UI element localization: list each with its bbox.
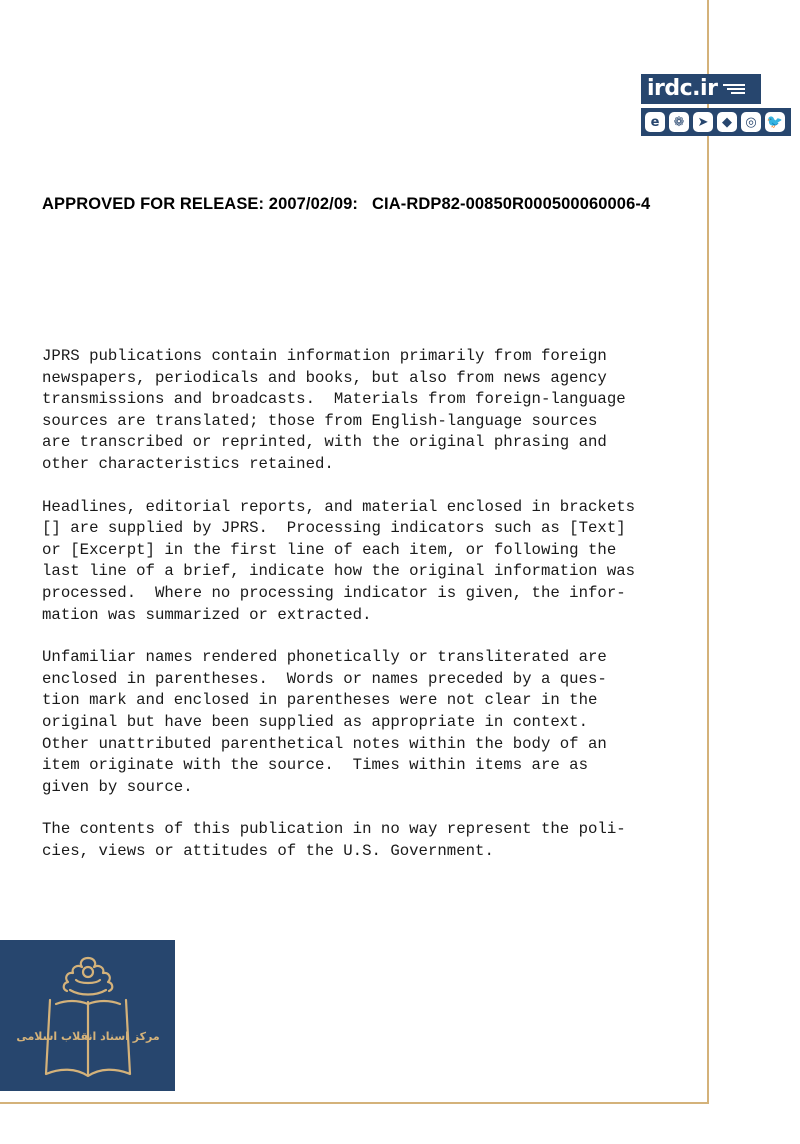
text-line: newspapers, periodicals and books, but also from news agency — [42, 368, 607, 387]
paragraph-disclaimer — [42, 819, 702, 862]
text-line: The contents of this publication in no way represent the poli- — [42, 820, 626, 839]
text-line: Headlines, editorial reports, and material enclosed in brackets — [42, 497, 636, 516]
text-line: Other unattributed parenthetical notes within the body of an — [42, 734, 607, 753]
seal-emblem-icon — [0, 940, 175, 1091]
paragraph-headlines — [42, 497, 702, 627]
aparat-icon[interactable]: ❁ — [669, 112, 689, 132]
text-line: last line of a brief, indicate how the original information was — [42, 562, 636, 581]
text-line: item originate with the source. Times within items are as — [42, 756, 589, 775]
text-line: mation was summarized or extracted. — [42, 605, 372, 624]
brand-script-mark — [723, 84, 745, 94]
text-line: or [Excerpt] in the first line of each item, or following the — [42, 540, 617, 559]
website-icon[interactable]: e — [645, 112, 665, 132]
soroush-icon[interactable]: ◆ — [717, 112, 737, 132]
text-line: are transcribed or reprinted, with the original phrasing and — [42, 433, 607, 452]
text-line: Unfamiliar names rendered phonetically or transliterated are — [42, 648, 607, 667]
irdc-wordmark[interactable] — [641, 74, 761, 104]
document-body — [42, 346, 702, 883]
paragraph-names — [42, 647, 702, 798]
irdc-logo[interactable] — [641, 74, 791, 136]
text-line: transmissions and broadcasts. Materials from foreign-language — [42, 390, 626, 409]
text-line: [] are supplied by JPRS. Processing indicators such as [Text] — [42, 519, 626, 538]
instagram-icon[interactable]: ◎ — [741, 112, 761, 132]
social-icons — [641, 108, 791, 136]
irdc-seal-logo[interactable] — [0, 940, 175, 1091]
brand-name: irdc.ir — [647, 76, 718, 101]
telegram-icon[interactable]: ➤ — [693, 112, 713, 132]
text-line: given by source. — [42, 777, 193, 796]
text-line: JPRS publications contain information primarily from foreign — [42, 347, 607, 365]
twitter-icon[interactable]: 🐦 — [765, 112, 785, 132]
seal-label: مرکز اسناد انقلاب اسلامی — [16, 1030, 160, 1043]
paragraph-sources — [42, 346, 702, 476]
page-frame-right — [707, 0, 709, 1104]
text-line: cies, views or attitudes of the U.S. Government. — [42, 841, 494, 860]
page-frame-bottom — [0, 1102, 709, 1104]
text-line: other characteristics retained. — [42, 454, 334, 473]
text-line: processed. Where no processing indicator is given, the infor- — [42, 583, 626, 602]
text-line: enclosed in parentheses. Words or names preceded by a ques- — [42, 669, 607, 688]
text-line: original but have been supplied as appropriate in context. — [42, 712, 589, 731]
release-header: APPROVED FOR RELEASE: 2007/02/09: CIA-RDP82-00850R000500060006-4 — [42, 195, 651, 213]
text-line: tion mark and enclosed in parentheses were not clear in the — [42, 691, 598, 710]
text-line: sources are translated; those from English-language sources — [42, 411, 598, 430]
